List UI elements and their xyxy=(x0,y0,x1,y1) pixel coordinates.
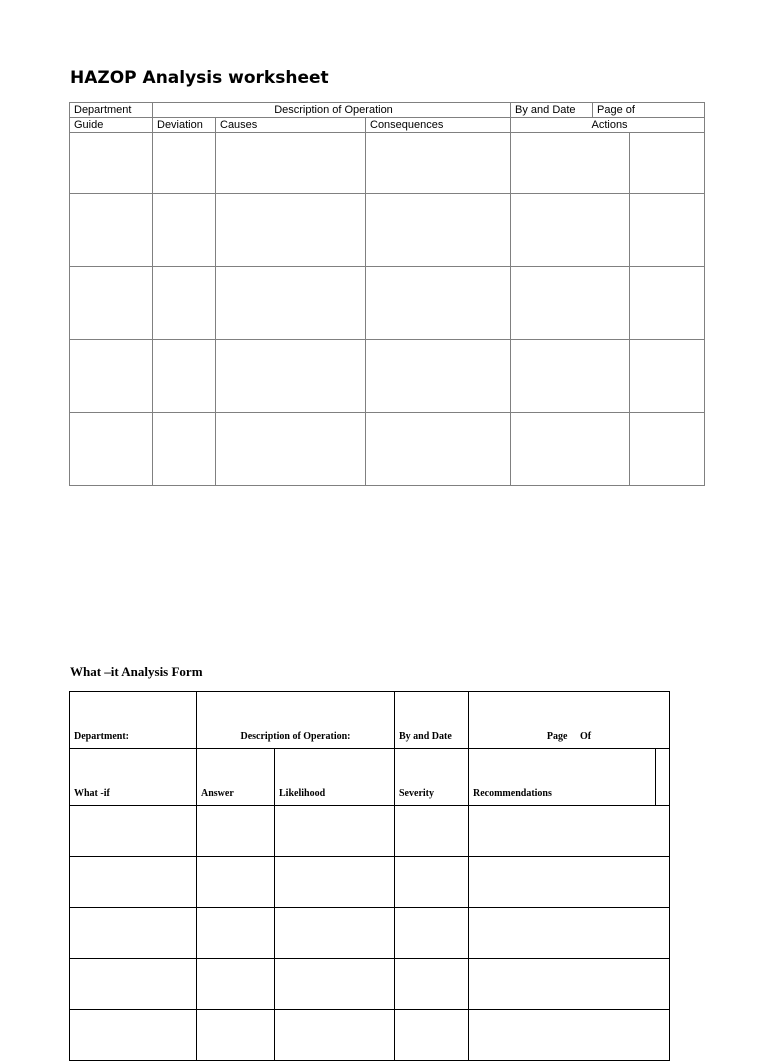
table-row xyxy=(70,959,670,1010)
hazop-cell-consequences[interactable] xyxy=(366,194,511,267)
hazop-cell-actions-1[interactable] xyxy=(511,413,630,486)
table-row xyxy=(70,908,670,959)
hazop-header-row-1 xyxy=(70,103,705,118)
whatif-cell-severity[interactable] xyxy=(395,959,469,1010)
whatif-cell-answer[interactable] xyxy=(197,806,275,857)
whatif-cell-answer[interactable] xyxy=(197,908,275,959)
whatif-cell-answer[interactable] xyxy=(197,857,275,908)
hazop-cell-deviation[interactable] xyxy=(153,340,216,413)
whatif-cell-severity[interactable] xyxy=(395,806,469,857)
whatif-department-label: Department: xyxy=(70,692,197,749)
hazop-cell-actions-2[interactable] xyxy=(630,267,705,340)
whatif-cell-recommendations[interactable] xyxy=(469,857,670,908)
hazop-header-row-2 xyxy=(70,118,705,133)
hazop-cell-causes[interactable] xyxy=(216,267,366,340)
whatif-cell-likelihood[interactable] xyxy=(275,908,395,959)
whatif-cell-severity[interactable] xyxy=(395,857,469,908)
whatif-recommendations-header xyxy=(469,749,670,806)
hazop-cell-causes[interactable] xyxy=(216,413,366,486)
table-row xyxy=(70,413,705,486)
hazop-title: HAZOP Analysis worksheet xyxy=(70,68,329,88)
hazop-deviation-header: Deviation xyxy=(153,118,216,133)
hazop-cell-causes[interactable] xyxy=(216,133,366,194)
hazop-cell-actions-2[interactable] xyxy=(630,413,705,486)
whatif-cell-likelihood[interactable] xyxy=(275,959,395,1010)
hazop-cell-causes[interactable] xyxy=(216,194,366,267)
whatif-likelihood-header: Likelihood xyxy=(275,749,395,806)
hazop-guide-header: Guide xyxy=(70,118,153,133)
hazop-cell-deviation[interactable] xyxy=(153,267,216,340)
table-row xyxy=(70,1010,670,1061)
whatif-cell-recommendations[interactable] xyxy=(469,908,670,959)
hazop-cell-actions-1[interactable] xyxy=(511,194,630,267)
hazop-cell-guide[interactable] xyxy=(70,413,153,486)
hazop-cell-actions-1[interactable] xyxy=(511,133,630,194)
whatif-cell-what-if[interactable] xyxy=(70,908,197,959)
whatif-header-row-1 xyxy=(70,692,670,749)
whatif-header-row-2 xyxy=(70,749,670,806)
whatif-severity-header: Severity xyxy=(395,749,469,806)
hazop-consequences-header: Consequences xyxy=(366,118,511,133)
whatif-cell-recommendations[interactable] xyxy=(469,959,670,1010)
hazop-cell-consequences[interactable] xyxy=(366,340,511,413)
column-divider xyxy=(655,749,656,805)
whatif-analysis-table xyxy=(69,691,670,1061)
whatif-cell-answer[interactable] xyxy=(197,959,275,1010)
whatif-what-if-header: What -if xyxy=(70,749,197,806)
hazop-cell-guide[interactable] xyxy=(70,194,153,267)
whatif-cell-recommendations[interactable] xyxy=(469,1010,670,1061)
whatif-by-and-date-label: By and Date xyxy=(395,692,469,749)
whatif-recommendations-label: Recommendations xyxy=(473,788,552,799)
whatif-answer-header: Answer xyxy=(197,749,275,806)
hazop-cell-actions-1[interactable] xyxy=(511,340,630,413)
hazop-worksheet-table xyxy=(69,102,705,486)
whatif-cell-what-if[interactable] xyxy=(70,959,197,1010)
whatif-description-label: Description of Operation: xyxy=(197,692,395,749)
hazop-cell-consequences[interactable] xyxy=(366,133,511,194)
hazop-cell-causes[interactable] xyxy=(216,340,366,413)
hazop-department-label: Department xyxy=(70,103,153,118)
hazop-cell-actions-2[interactable] xyxy=(630,194,705,267)
whatif-cell-recommendations[interactable] xyxy=(469,806,670,857)
hazop-page-of-label: Page of xyxy=(593,103,705,118)
hazop-cell-actions-2[interactable] xyxy=(630,133,705,194)
hazop-cell-guide[interactable] xyxy=(70,267,153,340)
hazop-cell-guide[interactable] xyxy=(70,133,153,194)
table-row xyxy=(70,806,670,857)
whatif-cell-what-if[interactable] xyxy=(70,857,197,908)
whatif-cell-answer[interactable] xyxy=(197,1010,275,1061)
hazop-cell-deviation[interactable] xyxy=(153,133,216,194)
table-row xyxy=(70,133,705,194)
whatif-cell-likelihood[interactable] xyxy=(275,1010,395,1061)
whatif-cell-what-if[interactable] xyxy=(70,1010,197,1061)
whatif-cell-likelihood[interactable] xyxy=(275,857,395,908)
table-row xyxy=(70,857,670,908)
hazop-description-label: Description of Operation xyxy=(153,103,511,118)
whatif-cell-severity[interactable] xyxy=(395,1010,469,1061)
whatif-title: What –it Analysis Form xyxy=(70,664,203,679)
whatif-cell-severity[interactable] xyxy=(395,908,469,959)
hazop-cell-guide[interactable] xyxy=(70,340,153,413)
whatif-cell-likelihood[interactable] xyxy=(275,806,395,857)
hazop-cell-actions-1[interactable] xyxy=(511,267,630,340)
table-row xyxy=(70,267,705,340)
whatif-cell-what-if[interactable] xyxy=(70,806,197,857)
whatif-page-of-label: Page Of xyxy=(469,692,670,749)
hazop-causes-header: Causes xyxy=(216,118,366,133)
hazop-cell-consequences[interactable] xyxy=(366,267,511,340)
hazop-cell-consequences[interactable] xyxy=(366,413,511,486)
table-row xyxy=(70,340,705,413)
hazop-cell-deviation[interactable] xyxy=(153,194,216,267)
hazop-actions-header: Actions xyxy=(511,118,705,133)
hazop-by-and-date-label: By and Date xyxy=(511,103,593,118)
hazop-cell-deviation[interactable] xyxy=(153,413,216,486)
table-row xyxy=(70,194,705,267)
hazop-cell-actions-2[interactable] xyxy=(630,340,705,413)
